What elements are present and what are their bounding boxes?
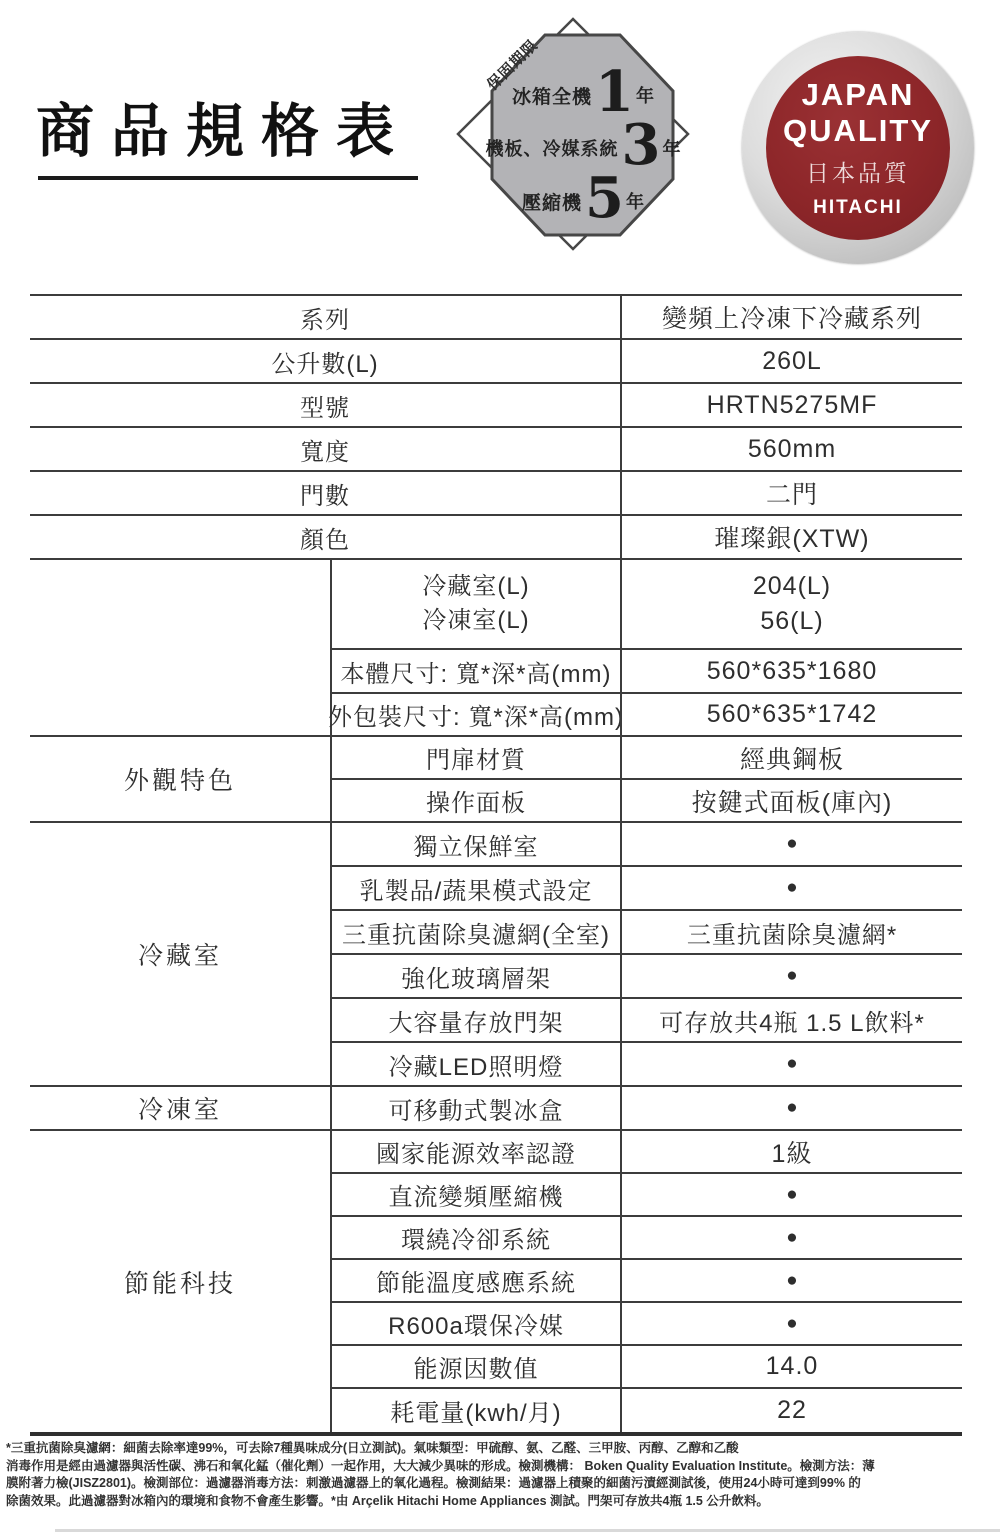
spec-row-label: 冷藏LED照明燈 [330, 1043, 620, 1087]
hitachi-logo: HITACHI [813, 196, 903, 218]
spec-row-value: ● [620, 1043, 962, 1087]
spec-row-label: 外包裝尺寸: 寬*深*高(mm) [330, 694, 620, 737]
spec-row-value: 三重抗菌除臭濾網* [620, 911, 962, 955]
capacity-values: 204(L) 56(L) [620, 560, 962, 650]
spec-group-fridge: 冷藏室 [30, 823, 330, 1087]
warranty-item-whole-unit: 冰箱全機 1 年 [512, 59, 654, 125]
spec-group-empty [30, 560, 330, 737]
spec-row-label: 門扉材質 [330, 737, 620, 780]
spec-group-energy: 節能科技 [123, 1269, 236, 1298]
spec-row-label: 直流變頻壓縮機 [330, 1174, 620, 1217]
spec-row-value: ● [620, 1217, 962, 1260]
spec-row-value: ● [620, 955, 962, 999]
spec-row-value: 14.0 [620, 1346, 962, 1389]
spec-row-value: 22 [620, 1389, 962, 1432]
spec-row-label: 耗電量(kwh/月) [330, 1389, 620, 1432]
spec-row-label: 獨立保鮮室 [330, 823, 620, 867]
spec-row-value: ● [620, 823, 962, 867]
spec-row-value: ● [620, 1260, 962, 1303]
spec-row-value: 1級 [620, 1131, 962, 1174]
spec-row-label: 本體尺寸: 寬*深*高(mm) [330, 650, 620, 694]
footnote-line: 膜附著力檢(JISZ2801)。檢測部位：過濾器消毒方法：刺激過濾器上的氧化過程。檢測結果：過濾器上積聚的細菌污漬經測試後，使用24小時可達到99% 的 [6, 1476, 861, 1490]
spec-row-value: 二門 [620, 472, 962, 516]
quality-badge-line1: JAPAN [801, 77, 915, 113]
spec-row-label: 三重抗菌除臭濾網(全室) [330, 911, 620, 955]
spec-row-label: 系列 [30, 296, 620, 340]
spec-row-label: 可移動式製冰盒 [330, 1087, 620, 1131]
spec-row-label: 節能溫度感應系統 [330, 1260, 620, 1303]
spec-row-value: HRTN5275MF [620, 384, 962, 428]
spec-row-value: ● [620, 1303, 962, 1346]
japan-quality-badge-inner [766, 56, 950, 240]
page-title: 商品規格表 [36, 99, 412, 164]
spec-row-value: 經典鋼板 [620, 737, 962, 780]
spec-row-value: 560mm [620, 428, 962, 472]
spec-row-value: ● [620, 1087, 962, 1131]
title-underline [38, 176, 418, 180]
spec-row-value: 260L [620, 340, 962, 384]
warranty-badge [452, 6, 714, 268]
spec-row-value: ● [620, 1174, 962, 1217]
spec-row-value: 可存放共4瓶 1.5 L飲料* [620, 999, 962, 1043]
quality-badge-line2: QUALITY [782, 113, 934, 148]
quality-badge-line3: 日本品質 [806, 159, 910, 186]
spec-row-label: 顏色 [30, 516, 620, 560]
spec-row-label: 國家能源效率認證 [330, 1131, 620, 1174]
footnote-line: *三重抗菌除臭濾網：細菌去除率達99%，可去除7種異味成分(日立測試)。氣味類型：甲硫醇、氨、乙醛、三甲胺、丙醇、乙醇和乙酸 [6, 1441, 739, 1455]
spec-row-value: 變頻上冷凍下冷藏系列 [620, 296, 962, 340]
spec-row-label: 能源因數值 [330, 1346, 620, 1389]
spec-group-freezer: 冷凍室 [30, 1087, 330, 1131]
spec-row-label: 型號 [30, 384, 620, 428]
warranty-item-compressor: 壓縮機 5 年 [522, 165, 644, 231]
capacity-labels: 冷藏室(L) 冷凍室(L) [330, 560, 620, 650]
bottom-divider [55, 1529, 1000, 1532]
spec-row-label: 寬度 [30, 428, 620, 472]
spec-table [30, 294, 962, 1436]
spec-row-value: 璀璨銀(XTW) [620, 516, 962, 560]
spec-row-label: R600a環保冷媒 [330, 1303, 620, 1346]
spec-row-value: ● [620, 867, 962, 911]
warranty-item-board-refrigerant: 機板、冷媒系統 3 年 [485, 112, 681, 178]
spec-row-label: 公升數(L) [30, 340, 620, 384]
japan-quality-badge [742, 32, 974, 264]
footnote-line: 除菌效果。此過濾器對冰箱內的環境和食物不會產生影響。*由 Arçelik Hitachi Home Appliances 測試。門架可存放共4瓶 1.5 公升飲料。 [6, 1493, 769, 1508]
spec-row-label: 環繞冷卻系統 [330, 1217, 620, 1260]
spec-row-value: 560*635*1742 [620, 694, 962, 737]
spec-row-value: 按鍵式面板(庫內) [620, 780, 962, 823]
spec-row-label: 門數 [30, 472, 620, 516]
spec-row-label: 操作面板 [330, 780, 620, 823]
spec-row-value: 560*635*1680 [620, 650, 962, 694]
spec-group-appearance: 外觀特色 [30, 737, 330, 823]
warranty-ribbon-label: 保固期限 [484, 36, 542, 94]
spec-row-label: 強化玻璃層架 [330, 955, 620, 999]
spec-row-label: 乳製品/蔬果模式設定 [330, 867, 620, 911]
footnote-line: 消毒作用是經由過濾器與活性碳、沸石和氧化錳（催化劑）一起作用，大大減少異味的形成。檢測機構： Boken Quality Evaluation Institute。檢測方法：薄 [6, 1458, 875, 1473]
spec-row-label: 大容量存放門架 [330, 999, 620, 1043]
footnotes [6, 1440, 996, 1510]
